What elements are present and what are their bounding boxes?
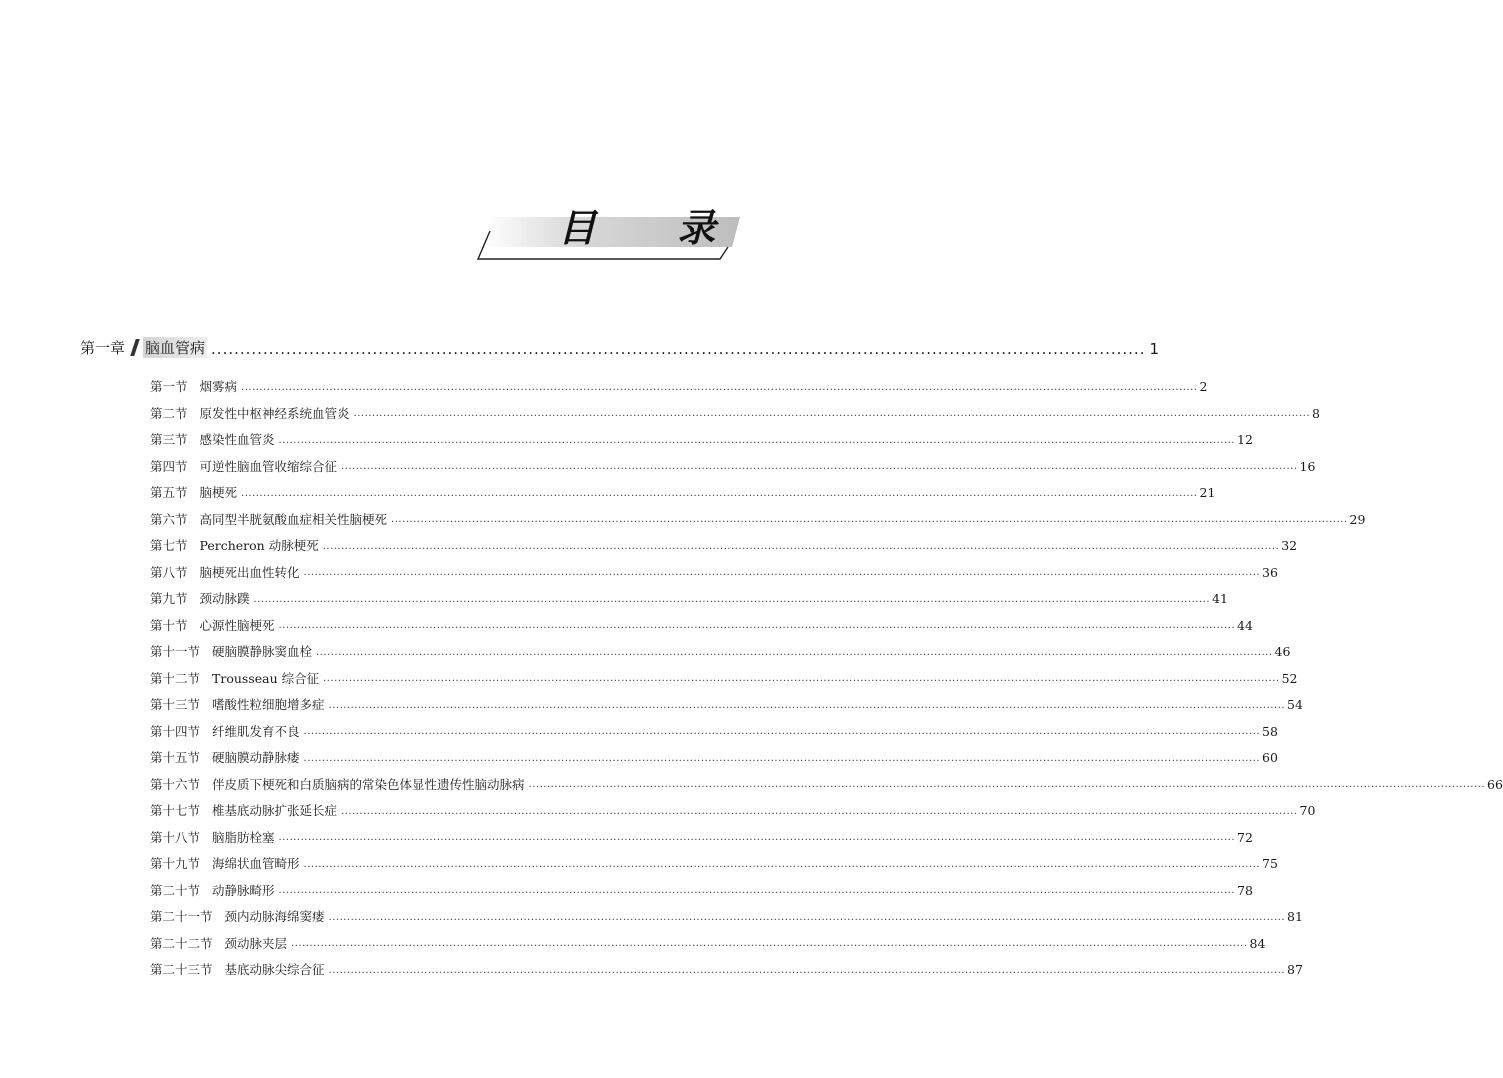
section-title: 硬脑膜静脉窦血栓 [212, 644, 313, 659]
chapter-title: 脑血管病 [145, 339, 206, 357]
section-number: 第七节 [150, 538, 188, 553]
toc-section-entry[interactable] [150, 950, 1303, 977]
section-title: 可逆性脑血管收缩综合征 [199, 458, 338, 474]
section-number: 第十八节 [150, 829, 201, 845]
leader-dots: .................................................................................................................................................................................................................................................................... [278, 885, 1235, 896]
section-number: 第二十节 [150, 882, 201, 898]
section-page-number: 46 [1274, 644, 1291, 659]
section-title: 心源性脑梗死 [199, 617, 275, 633]
section-page-number: 72 [1237, 829, 1253, 845]
section-number: 第十五节 [150, 750, 201, 765]
toc-section-entry[interactable] [150, 526, 1298, 553]
chapter-page-number: 1 [1149, 340, 1160, 358]
section-number: 第十九节 [150, 856, 201, 871]
section-number: 第十一节 [150, 644, 201, 659]
section-title: 椎基底动脉扩张延长症 [212, 803, 338, 818]
section-page-number: 36 [1262, 564, 1278, 580]
section-number: 第九节 [150, 591, 188, 606]
toc-section-entry[interactable] [150, 871, 1253, 898]
toc-section-entry[interactable] [150, 685, 1303, 712]
toc-section-entry[interactable] [150, 473, 1216, 500]
toc-section-entry[interactable] [150, 394, 1320, 421]
section-page-number: 87 [1287, 962, 1303, 977]
section-title: 脑梗死出血性转化 [199, 564, 300, 580]
section-number: 第二十二节 [150, 935, 213, 951]
toc-section-entry[interactable] [150, 818, 1253, 845]
section-page-number: 16 [1299, 458, 1316, 474]
leader-dots: .................................................................................................................................................................................................................................................................... [322, 540, 1280, 552]
section-number: 第十节 [150, 617, 188, 633]
section-title: 感染性血管炎 [199, 432, 275, 447]
toc-section-entry[interactable] [150, 553, 1278, 580]
toc-section-entry[interactable] [150, 420, 1253, 447]
section-number: 第十七节 [150, 803, 201, 818]
section-title: 海绵状血管畸形 [212, 856, 300, 871]
leader-dots: .................................................................................................................................................................................................................................................................... [341, 461, 1298, 472]
section-page-number: 78 [1237, 882, 1253, 898]
leader-dots: .................................................................................................................................................................................................................................................................... [303, 752, 1260, 764]
toc-section-entry[interactable] [150, 791, 1316, 818]
section-number: 第五节 [150, 485, 188, 500]
toc-section-entry[interactable] [150, 632, 1291, 659]
section-title: 脑梗死 [199, 485, 238, 500]
toc-section-entry[interactable] [150, 500, 1366, 527]
section-page-number: 41 [1212, 591, 1228, 606]
leader-dots: .................................................................................................................................................................................................................................................................... [316, 646, 1273, 658]
section-title: 动静脉畸形 [212, 882, 275, 898]
section-number: 第八节 [150, 564, 188, 580]
section-title: 伴皮质下梗死和白质脑病的常染色体显性遗传性脑动脉病 [212, 776, 525, 792]
section-number: 第二十一节 [150, 909, 213, 924]
section-number: 第一节 [150, 379, 188, 394]
section-number: 第三节 [150, 432, 188, 447]
leader-dots: .................................................................................................................................................................................................................................................................... [241, 487, 1198, 499]
section-page-number: 29 [1349, 511, 1366, 527]
toc-section-entry[interactable] [150, 447, 1316, 474]
section-number: 第四节 [150, 458, 188, 474]
toc-section-entry[interactable] [150, 659, 1298, 686]
section-number: 第二节 [150, 405, 188, 421]
section-page-number: 81 [1287, 909, 1303, 924]
section-title: 颈动脉夹层 [224, 935, 288, 951]
section-page-number: 54 [1287, 697, 1303, 712]
leader-dots: .................................................................................................................................................................................................................................................................... [328, 699, 1285, 711]
leader-dots: .................................................................................................................................................................................................................................................................... [291, 938, 1248, 949]
section-title: 原发性中枢神经系统血管炎 [199, 405, 350, 421]
leader-dots: .................................................................................................................................................................................................................................................................... [328, 964, 1285, 976]
leader-dots: .................................................................................................................................................................................................................................................................... [341, 805, 1298, 817]
leader-dots: .................................................................................................................................................................................................................................................................... [241, 381, 1198, 393]
leader-dots: .................................................................................................................................................................................................................................................................... [323, 673, 1280, 684]
section-title: 基底动脉尖综合征 [224, 962, 325, 977]
section-title: 颈内动脉海绵窦瘘 [224, 909, 325, 924]
section-page-number: 21 [1199, 485, 1216, 500]
section-title: Trousseau 综合征 [212, 670, 320, 686]
leader-dots: .................................................................................................................................................................. [211, 340, 1146, 358]
section-page-number: 66 [1487, 776, 1503, 792]
section-title: 纤维肌发育不良 [212, 723, 300, 739]
section-page-number: 12 [1237, 432, 1253, 447]
section-number: 第十六节 [150, 776, 201, 792]
leader-dots: .................................................................................................................................................................................................................................................................... [278, 832, 1235, 843]
section-title: Percheron 动脉梗死 [199, 538, 319, 553]
section-page-number: 52 [1281, 670, 1298, 686]
section-page-number: 75 [1262, 856, 1278, 871]
leader-dots: .................................................................................................................................................................................................................................................................... [278, 620, 1235, 631]
section-number: 第十四节 [150, 723, 201, 739]
section-number: 第六节 [150, 511, 188, 527]
section-list [150, 367, 1503, 977]
section-title: 脑脂肪栓塞 [212, 829, 275, 845]
chapter-label: 第一章 [80, 339, 126, 357]
leader-dots: .................................................................................................................................................................................................................................................................... [353, 408, 1310, 419]
leader-dots: .................................................................................................................................................................................................................................................................... [528, 779, 1485, 790]
section-number: 第十二节 [150, 670, 201, 686]
section-page-number: 70 [1299, 803, 1316, 818]
section-title: 硬脑膜动静脉瘘 [212, 750, 300, 765]
section-page-number: 8 [1312, 405, 1320, 421]
leader-dots: .................................................................................................................................................................................................................................................................... [391, 514, 1348, 525]
section-title: 烟雾病 [199, 379, 238, 394]
section-title: 嗜酸性粒细胞增多症 [212, 697, 325, 712]
toc-section-entry[interactable] [150, 765, 1503, 792]
section-number: 第十三节 [150, 697, 201, 712]
leader-dots: .................................................................................................................................................................................................................................................................... [303, 858, 1260, 870]
toc-title-banner [470, 195, 750, 265]
section-page-number: 44 [1237, 617, 1253, 633]
toc-section-entry[interactable] [150, 712, 1278, 739]
section-page-number: 60 [1262, 750, 1278, 765]
section-number: 第二十三节 [150, 962, 213, 977]
toc-section-entry[interactable] [150, 606, 1253, 633]
section-title: 高同型半胱氨酸血症相关性脑梗死 [199, 511, 388, 527]
section-page-number: 84 [1249, 935, 1266, 951]
section-page-number: 32 [1281, 538, 1298, 553]
toc-section-entry[interactable] [150, 579, 1228, 606]
leader-dots: .................................................................................................................................................................................................................................................................... [328, 911, 1285, 923]
leader-dots: .................................................................................................................................................................................................................................................................... [303, 726, 1260, 737]
leader-dots: .................................................................................................................................................................................................................................................................... [253, 593, 1210, 605]
page-title: 目 录 [558, 205, 750, 250]
leader-dots: .................................................................................................................................................................................................................................................................... [303, 567, 1260, 578]
section-page-number: 58 [1262, 723, 1278, 739]
section-page-number: 2 [1199, 379, 1208, 394]
toc-section-entry[interactable] [150, 844, 1278, 871]
toc-section-entry[interactable] [150, 924, 1266, 951]
leader-dots: .................................................................................................................................................................................................................................................................... [278, 434, 1235, 446]
section-title: 颈动脉蹼 [199, 591, 250, 606]
toc-section-entry[interactable] [150, 367, 1208, 394]
toc-section-entry[interactable] [150, 738, 1278, 765]
chapter-entry[interactable] [80, 336, 1160, 358]
toc-section-entry[interactable] [150, 897, 1303, 924]
